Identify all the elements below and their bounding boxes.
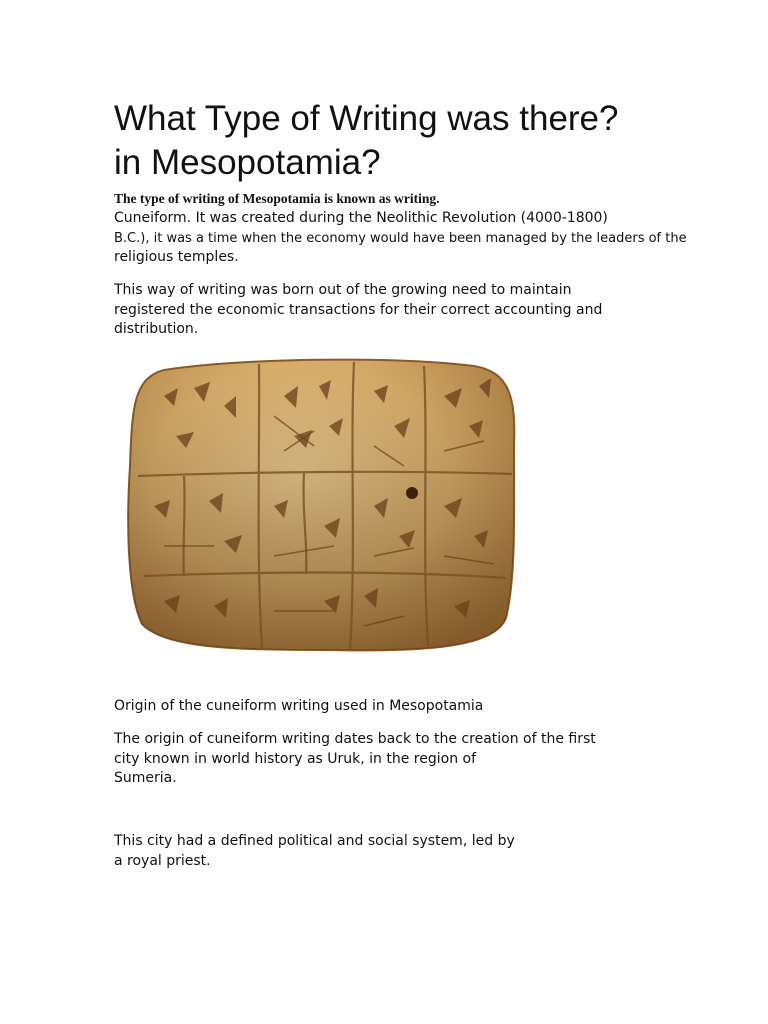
para1-line-3: religious temples. xyxy=(114,249,239,265)
paragraph-political-system xyxy=(114,832,515,871)
paragraph-cuneiform xyxy=(114,209,687,268)
paragraph-uruk xyxy=(114,730,596,789)
para3-line-3: Sumeria. xyxy=(114,770,177,786)
para4-line-2: a royal priest. xyxy=(114,852,211,869)
para2-line-2: registered the economic transactions for their correct accounting and xyxy=(114,301,603,318)
page-title xyxy=(114,97,619,185)
cuneiform-tablet-image xyxy=(124,356,520,654)
paragraph-origin-need xyxy=(114,281,602,340)
intro-bold-sentence: The type of writing of Mesopotamia is known as writing. xyxy=(114,191,440,206)
title-line-2: in Mesopotamia? xyxy=(114,143,381,182)
para2-line-3: distribution. xyxy=(114,321,199,337)
para1-line-2: B.C.), it was a time when the economy would have been managed by the leaders of the xyxy=(114,230,687,246)
heading-origin-text: Origin of the cuneiform writing used in Mesopotamia xyxy=(114,698,484,714)
para2-line-1: This way of writing was born out of the growing need to maintain xyxy=(114,282,572,298)
title-line-1: What Type of Writing was there? xyxy=(114,99,619,138)
para3-line-2: city known in world history as Uruk, in the region of xyxy=(114,750,477,767)
para4-line-1: This city had a defined political and social system, led by xyxy=(114,833,515,849)
para1-line-1: Cuneiform. It was created during the Neolithic Revolution (4000-1800) xyxy=(114,210,608,226)
section-heading-origin xyxy=(114,697,483,717)
para3-line-1: The origin of cuneiform writing dates back to the creation of the first xyxy=(114,731,596,747)
